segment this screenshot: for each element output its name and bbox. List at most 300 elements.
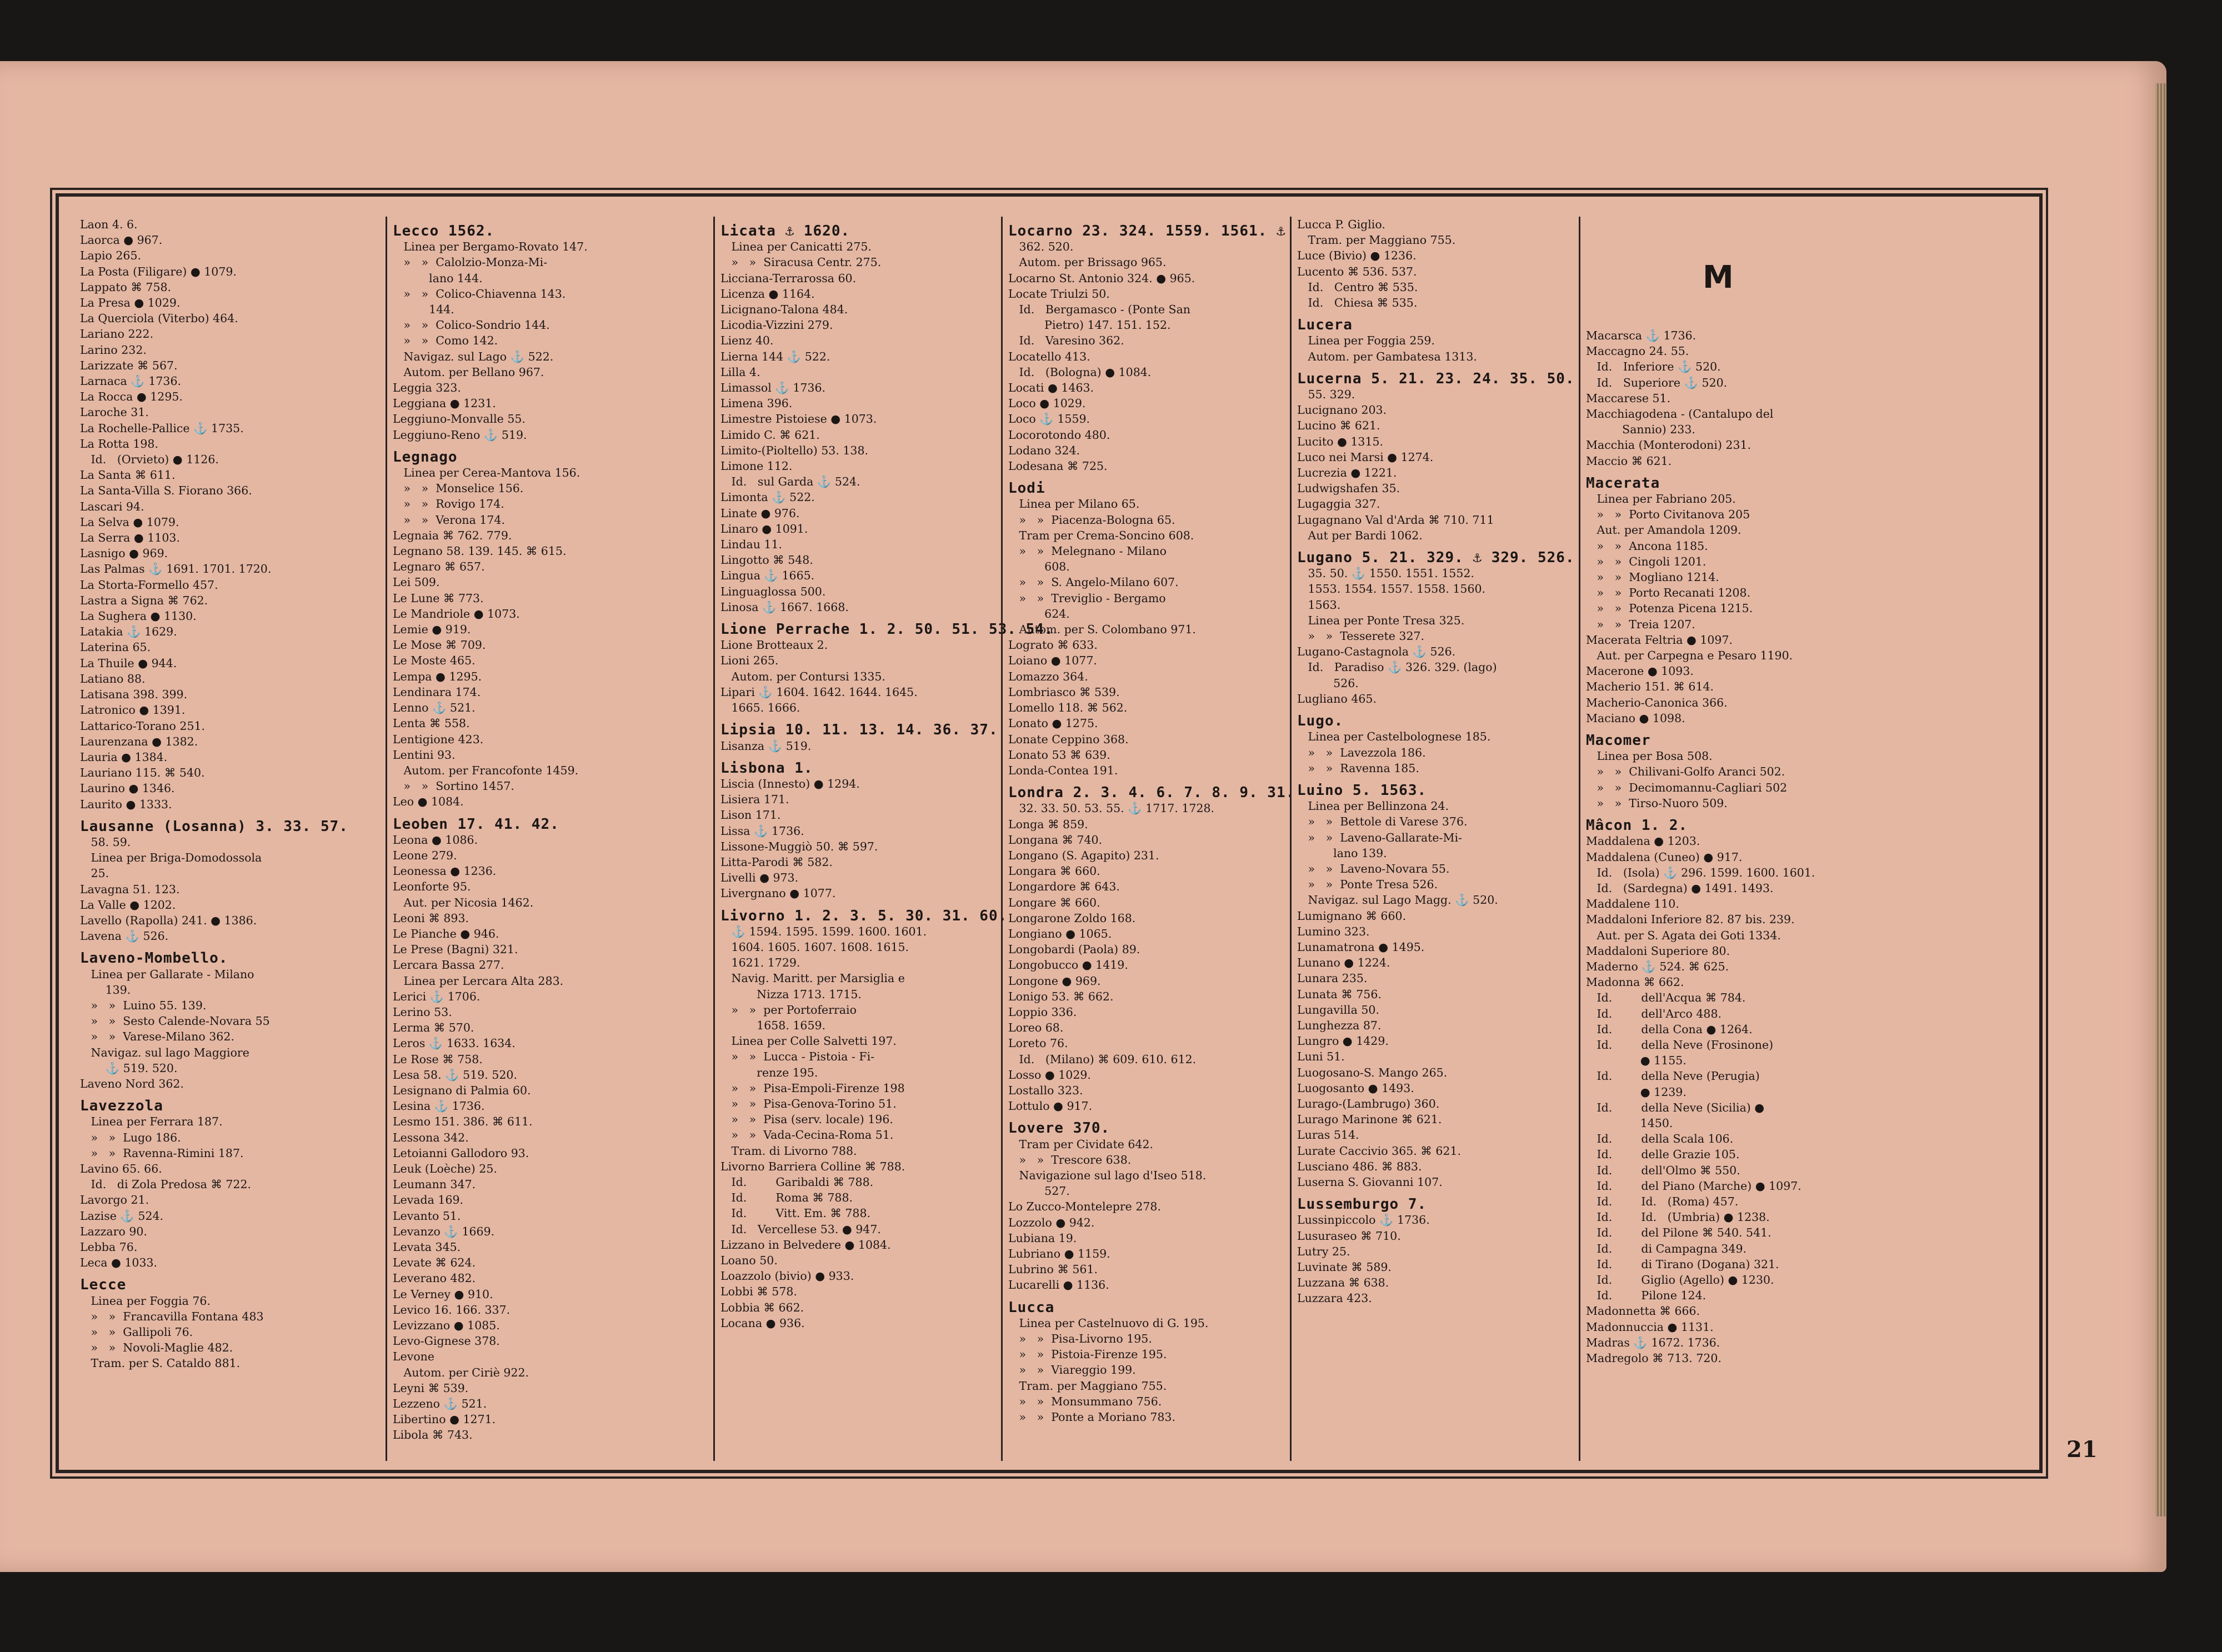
- index-entry: Lucignano 203.: [1297, 403, 1387, 417]
- index-entry: Limido C. ⌘ 621.: [720, 428, 820, 442]
- index-entry: Le Moste 465.: [393, 654, 476, 668]
- index-entry: Leone 279.: [393, 848, 457, 862]
- index-heading: Laveno-Mombello.: [80, 950, 228, 967]
- index-entry: Lavena ⚓ 526.: [80, 929, 169, 943]
- index-entry: Lavello (Rapolla) 241. ● 1386.: [80, 913, 257, 927]
- index-entry: Aut. per Nicosia 1462.: [393, 895, 534, 909]
- index-heading: Lovere 370.: [1008, 1120, 1110, 1137]
- index-entry: Lonigo 53. ⌘ 662.: [1008, 989, 1114, 1003]
- index-entry: Lunata ⌘ 756.: [1297, 987, 1382, 1001]
- index-entry: Limassol ⚓ 1736.: [720, 381, 826, 395]
- index-entry: Lozzolo ● 942.: [1008, 1215, 1095, 1229]
- index-entry: Lerma ⌘ 570.: [393, 1021, 474, 1035]
- index-entry: Lurago-(Lambrugo) 360.: [1297, 1097, 1440, 1110]
- index-entry: Lumino 323.: [1297, 924, 1370, 938]
- index-entry: Lapio 265.: [80, 249, 142, 263]
- index-entry: » » Siracusa Centr. 275.: [720, 256, 882, 269]
- index-entry: Linea per Cerea-Mantova 156.: [393, 466, 580, 480]
- index-heading: Lucerna 5. 21. 23. 24. 35. 50.: [1297, 370, 1575, 387]
- index-entry: » » Treia 1207.: [1586, 617, 1695, 631]
- index-entry: Tram. per S. Cataldo 881.: [80, 1356, 241, 1370]
- index-entry: Pietro) 147. 151. 152.: [1008, 318, 1171, 332]
- index-entry: Lubriano ● 1159.: [1008, 1247, 1110, 1260]
- index-entry: » » Pisa-Empoli-Firenze 198: [720, 1081, 905, 1095]
- index-entry: Lentini 93.: [393, 748, 456, 762]
- index-entry: » » Ancona 1185.: [1586, 539, 1708, 553]
- index-entry: Locorotondo 480.: [1008, 428, 1110, 442]
- index-entry: Lusciano 486. ⌘ 883.: [1297, 1159, 1422, 1173]
- index-entry: Latisana 398. 399.: [80, 688, 188, 702]
- column-5: [1290, 217, 1580, 1461]
- index-entry: Lumignano ⌘ 660.: [1297, 909, 1407, 923]
- index-entry: 526.: [1297, 676, 1359, 690]
- index-entry: 362. 520.: [1008, 240, 1074, 254]
- index-entry: Luvinate ⌘ 589.: [1297, 1260, 1392, 1274]
- index-entry: Livelli ● 973.: [720, 871, 799, 885]
- index-entry: Lungro ● 1429.: [1297, 1034, 1389, 1048]
- index-entry: Longara ⌘ 660.: [1008, 864, 1100, 878]
- index-entry: Livorno Barriera Colline ⌘ 788.: [720, 1159, 905, 1173]
- index-entry: renze 195.: [720, 1065, 818, 1079]
- index-entry: Macchiagodena - (Cantalupo del: [1586, 407, 1774, 421]
- index-entry: Maciano ● 1098.: [1586, 711, 1685, 725]
- index-entry: La Thuile ● 944.: [80, 656, 177, 670]
- index-entry: Id. (Milano) ⌘ 609. 610. 612.: [1008, 1052, 1197, 1066]
- index-entry: Lastra a Signa ⌘ 762.: [80, 593, 208, 607]
- index-entry: lano 144.: [393, 271, 483, 285]
- index-entry: Lobbia ⌘ 662.: [720, 1300, 804, 1314]
- index-entry: 624.: [1008, 607, 1070, 620]
- index-entry: » » Treviglio - Bergamo: [1008, 591, 1166, 605]
- index-entry: 58. 59.: [80, 835, 131, 849]
- index-entry: Londa-Contea 191.: [1008, 763, 1118, 777]
- index-entry: Limestre Pistoiese ● 1073.: [720, 412, 877, 426]
- index-entry: 527.: [1008, 1184, 1070, 1198]
- index-entry: Lucento ⌘ 536. 537.: [1297, 264, 1417, 278]
- index-entry: Laroche 31.: [80, 406, 149, 419]
- column-2: [386, 217, 715, 1461]
- index-entry: Luco nei Marsi ● 1274.: [1297, 450, 1434, 464]
- index-entry: » » Colico-Chiavenna 143.: [393, 287, 566, 301]
- index-entry: Levico 16. 166. 337.: [393, 1303, 511, 1316]
- index-entry: Id. (Sardegna) ● 1491. 1493.: [1586, 881, 1774, 895]
- index-entry: Linaro ● 1091.: [720, 522, 808, 535]
- index-entry: » » Melegnano - Milano: [1008, 544, 1167, 558]
- index-entry: Lavino 65. 66.: [80, 1162, 162, 1175]
- index-entry: Laurino ● 1346.: [80, 782, 175, 795]
- index-entry: » » Lucca - Pistoia - Fi-: [720, 1050, 875, 1064]
- index-entry: Lariano 222.: [80, 327, 154, 341]
- index-entry: Id. Varesino 362.: [1008, 334, 1124, 348]
- index-entry: » » Laveno-Gallarate-Mi-: [1297, 830, 1462, 844]
- index-entry: Larino 232.: [80, 343, 147, 357]
- index-entry: » » S. Angelo-Milano 607.: [1008, 575, 1179, 589]
- index-entry: Id. della Scala 106.: [1586, 1132, 1734, 1146]
- index-entry: Linea per Lercara Alta 283.: [393, 974, 564, 988]
- index-entry: Luogosano-S. Mango 265.: [1297, 1065, 1448, 1079]
- column-6: [1579, 217, 1886, 1461]
- index-entry: » » Como 142.: [393, 334, 498, 348]
- index-heading: Lugo.: [1297, 713, 1344, 730]
- index-entry: Linea per Foggia 259.: [1297, 334, 1435, 348]
- index-entry: » » Trescore 638.: [1008, 1153, 1132, 1167]
- index-entry: Lascari 94.: [80, 499, 144, 513]
- index-entry: » » Tirso-Nuoro 509.: [1586, 796, 1728, 810]
- index-entry: Laurenzana ● 1382.: [80, 734, 198, 748]
- index-entry: Nizza 1713. 1715.: [720, 987, 862, 1001]
- index-entry: ⚓ 519. 520.: [80, 1061, 178, 1075]
- index-entry: Id. dell'Acqua ⌘ 784.: [1586, 991, 1746, 1005]
- index-entry: Autom. per S. Colombano 971.: [1008, 623, 1196, 637]
- index-entry: Letoianni Gallodoro 93.: [393, 1146, 529, 1160]
- index-entry: 608.: [1008, 560, 1070, 574]
- index-entry: La Rochelle-Pallice ⚓ 1735.: [80, 421, 244, 435]
- page-edges: [2155, 83, 2166, 1516]
- index-entry: Libola ⌘ 743.: [393, 1428, 473, 1442]
- index-heading: Lavezzola: [80, 1098, 163, 1115]
- index-entry: Lunara 235.: [1297, 972, 1368, 985]
- index-entry: Navigaz. sul Lago Magg. ⚓ 520.: [1297, 893, 1498, 907]
- index-entry: Luzzana ⌘ 638.: [1297, 1276, 1389, 1290]
- index-entry: Lasnigo ● 969.: [80, 547, 168, 560]
- index-entry: 139.: [80, 983, 131, 997]
- index-entry: » » Mogliano 1214.: [1586, 570, 1719, 584]
- index-entry: Lienz 40.: [720, 334, 774, 348]
- index-entry: Lodesana ⌘ 725.: [1008, 459, 1108, 473]
- index-entry: Lempa ● 1295.: [393, 669, 482, 683]
- index-entry: Madras ⚓ 1672. 1736.: [1586, 1335, 1720, 1349]
- index-entry: Leuk (Loèche) 25.: [393, 1162, 497, 1175]
- index-entry: Id. della Cona ● 1264.: [1586, 1022, 1753, 1036]
- index-entry: Lucito ● 1315.: [1297, 434, 1384, 448]
- index-entry: Id. Inferiore ⚓ 520.: [1586, 360, 1721, 374]
- index-entry: Licodia-Vizzini 279.: [720, 318, 833, 332]
- index-entry: » » Colico-Sondrio 144.: [393, 318, 550, 332]
- index-entry: » » Pisa-Livorno 195.: [1008, 1332, 1152, 1346]
- index-entry: » » Verona 174.: [393, 513, 505, 527]
- index-entry: Maccagno 24. 55.: [1586, 344, 1689, 358]
- index-entry: Maddalene 110.: [1586, 897, 1679, 911]
- index-entry: Linea per Gallarate - Milano: [80, 967, 254, 981]
- index-entry: Linguaglossa 500.: [720, 584, 826, 598]
- index-entry: Madonna ⌘ 662.: [1586, 975, 1684, 989]
- index-entry: Lungavilla 50.: [1297, 1003, 1379, 1017]
- index-entry: Aut. per Carpegna e Pesaro 1190.: [1586, 649, 1793, 663]
- index-entry: Lesina ⚓ 1736.: [393, 1099, 485, 1113]
- index-entry: Leverano 482.: [393, 1271, 476, 1285]
- index-entry: Id. di Campagna 349.: [1586, 1241, 1747, 1255]
- index-entry: Leggiuno-Monvalle 55.: [393, 412, 526, 426]
- index-entry: Id. Roma ⌘ 788.: [720, 1191, 853, 1205]
- index-entry: Id. di Zola Predosa ⌘ 722.: [80, 1178, 252, 1192]
- index-entry: Id. dell'Arco 488.: [1586, 1007, 1722, 1020]
- index-entry: » » per Portoferraio: [720, 1003, 857, 1017]
- index-entry: Lurate Caccivio 365. ⌘ 621.: [1297, 1144, 1461, 1158]
- index-entry: Leonessa ● 1236.: [393, 864, 497, 878]
- index-entry: Id. dell'Olmo ⌘ 550.: [1586, 1163, 1740, 1177]
- index-entry: Locati ● 1463.: [1008, 381, 1094, 395]
- index-entry: Locana ● 936.: [720, 1316, 805, 1330]
- index-entry: » » Viareggio 199.: [1008, 1363, 1136, 1377]
- index-entry: Lei 509.: [393, 575, 440, 589]
- index-entry: » » Sortino 1457.: [393, 779, 514, 793]
- index-entry: Leggia 323.: [393, 381, 461, 395]
- index-entry: Lucrezia ● 1221.: [1297, 466, 1397, 480]
- index-entry: 35. 50. ⚓ 1550. 1551. 1552.: [1297, 567, 1474, 580]
- index-entry: Loreto 76.: [1008, 1037, 1068, 1050]
- index-entry: » » Potenza Picena 1215.: [1586, 602, 1753, 615]
- index-entry: Locarno St. Antonio 324. ● 965.: [1008, 271, 1195, 285]
- index-heading: Macomer: [1586, 732, 1651, 749]
- index-entry: Lauria ● 1384.: [80, 750, 168, 764]
- index-entry: Id. della Neve (Sicilia) ●: [1586, 1100, 1765, 1114]
- index-entry: Limone 112.: [720, 459, 793, 473]
- index-entry: Autom. per Gambatesa 1313.: [1297, 349, 1477, 363]
- index-entry: Lonato ● 1275.: [1008, 717, 1098, 730]
- index-entry: Lostallo 323.: [1008, 1083, 1083, 1097]
- index-entry: Lione Brotteaux 2.: [720, 638, 828, 652]
- index-entry: » » Novoli-Maglie 482.: [80, 1341, 233, 1355]
- index-entry: Lograto ⌘ 633.: [1008, 638, 1098, 652]
- index-entry: 1450.: [1586, 1116, 1673, 1130]
- index-entry: » » Porto Civitanova 205: [1586, 508, 1750, 522]
- index-entry: Linea per Milano 65.: [1008, 497, 1140, 511]
- index-entry: Navigaz. sul Lago ⚓ 522.: [393, 349, 554, 363]
- index-entry: Livergnano ● 1077.: [720, 887, 836, 900]
- index-entry: » » Gallipoli 76.: [80, 1325, 193, 1339]
- section-letter: M: [1703, 259, 1734, 296]
- index-heading: Leoben 17. 41. 42.: [393, 815, 559, 833]
- index-heading: Lugano 5. 21. 329. ⚓ 329. 526.: [1297, 549, 1575, 567]
- index-entry: Longobucco ● 1419.: [1008, 958, 1128, 972]
- index-entry: Lunghezza 87.: [1297, 1018, 1382, 1032]
- index-entry: Le Pianche ● 946.: [393, 927, 499, 940]
- index-entry: Id. Paradiso ⚓ 326. 329. (lago): [1297, 660, 1497, 674]
- index-entry: Linea per Foggia 76.: [80, 1294, 211, 1308]
- index-entry: » » Monselice 156.: [393, 482, 524, 495]
- index-table: [56, 193, 2043, 1473]
- index-entry: Madonnetta ⌘ 666.: [1586, 1304, 1700, 1318]
- index-entry: Lemie ● 919.: [393, 623, 471, 637]
- index-heading: Luino 5. 1563.: [1297, 782, 1427, 799]
- index-entry: Linea per Colle Salvetti 197.: [720, 1034, 897, 1048]
- index-entry: Linea per Fabriano 205.: [1586, 492, 1736, 506]
- index-entry: Id. (Bologna) ● 1084.: [1008, 365, 1152, 379]
- index-entry: Maccarese 51.: [1586, 391, 1671, 405]
- index-entry: Ludwigshafen 35.: [1297, 482, 1400, 495]
- index-entry: 32. 33. 50. 53. 55. ⚓ 1717. 1728.: [1008, 802, 1215, 815]
- index-entry: Id. Bergamasco - (Ponte San: [1008, 303, 1190, 317]
- index-entry: Levada 169.: [393, 1193, 464, 1207]
- index-heading: Lucca: [1008, 1299, 1055, 1316]
- index-entry: Loco ● 1029.: [1008, 397, 1086, 411]
- index-entry: La Santa ⌘ 611.: [80, 468, 176, 482]
- index-entry: Lingua ⚓ 1665.: [720, 569, 815, 583]
- index-entry: Id. Id. (Roma) 457.: [1586, 1194, 1739, 1208]
- index-entry: Lusuraseo ⌘ 710.: [1297, 1229, 1401, 1243]
- index-heading: Licata ⚓ 1620.: [720, 223, 850, 239]
- index-entry: Locatello 413.: [1008, 349, 1090, 363]
- index-entry: Loco ⚓ 1559.: [1008, 412, 1090, 426]
- index-entry: Id. del Piano (Marche) ● 1097.: [1586, 1179, 1801, 1193]
- index-entry: Luras 514.: [1297, 1128, 1359, 1142]
- index-entry: Lenta ⌘ 558.: [393, 717, 470, 730]
- index-entry: Locate Triulzi 50.: [1008, 287, 1110, 301]
- index-entry: La Valle ● 1202.: [80, 898, 176, 912]
- index-entry: » » Bettole di Varese 376.: [1297, 815, 1468, 829]
- index-entry: Legnano 58. 139. 145. ⌘ 615.: [393, 544, 567, 558]
- index-entry: » » Tesserete 327.: [1297, 629, 1425, 643]
- index-entry: Luserna S. Giovanni 107.: [1297, 1175, 1443, 1189]
- index-entry: Laurito ● 1333.: [80, 797, 172, 811]
- index-entry: Lioni 265.: [720, 654, 779, 668]
- index-entry: Lentigione 423.: [393, 732, 484, 746]
- index-entry: Id. (Orvieto) ● 1126.: [80, 453, 219, 467]
- index-entry: » » Ravenna 185.: [1297, 761, 1419, 775]
- index-entry: Longarone Zoldo 168.: [1008, 911, 1136, 925]
- index-entry: Aut. per Amandola 1209.: [1586, 523, 1741, 537]
- index-entry: Le Verney ● 910.: [393, 1287, 493, 1301]
- index-entry: ● 1155.: [1586, 1054, 1686, 1068]
- index-entry: Lessona 342.: [393, 1130, 469, 1144]
- index-entry: Tram. di Livorno 788.: [720, 1144, 857, 1158]
- index-entry: Id. della Neve (Perugia): [1586, 1069, 1760, 1083]
- index-entry: Limito-(Pioltello) 53. 138.: [720, 443, 869, 457]
- index-entry: Longare ⌘ 660.: [1008, 895, 1100, 909]
- index-entry: Laterina 65.: [80, 640, 151, 654]
- index-entry: » » Monsummano 756.: [1008, 1394, 1162, 1408]
- index-entry: Tram per Crema-Soncino 608.: [1008, 528, 1194, 542]
- index-heading: Lecco 1562.: [393, 223, 495, 239]
- index-entry: Lombriasco ⌘ 539.: [1008, 685, 1120, 699]
- index-entry: Licciana-Terrarossa 60.: [720, 271, 857, 285]
- index-entry: Id. Centro ⌘ 535.: [1297, 280, 1418, 294]
- index-entry: » » Francavilla Fontana 483: [80, 1309, 264, 1323]
- index-entry: Lucino ⌘ 621.: [1297, 419, 1380, 433]
- index-entry: La Sughera ● 1130.: [80, 609, 197, 623]
- index-entry: Aut. per S. Agata dei Goti 1334.: [1586, 928, 1781, 942]
- index-entry: Maderno ⚓ 524. ⌘ 625.: [1586, 959, 1729, 973]
- index-entry: » » Decimomannu-Cagliari 502: [1586, 780, 1788, 794]
- index-entry: Autom. per Brissago 965.: [1008, 256, 1167, 269]
- index-entry: Laon 4. 6.: [80, 218, 138, 231]
- index-entry: Lonato 53 ⌘ 639.: [1008, 748, 1110, 762]
- index-entry: Levizzano ● 1085.: [393, 1319, 500, 1333]
- index-entry: Lonate Ceppino 368.: [1008, 732, 1129, 746]
- index-entry: » » Pisa-Genova-Torino 51.: [720, 1097, 897, 1110]
- index-entry: Lubiana 19.: [1008, 1231, 1077, 1245]
- index-entry: Linea per Ferrara 187.: [80, 1115, 223, 1129]
- index-entry: Navigaz. sul lago Maggiore: [80, 1045, 249, 1059]
- index-entry: Lucarelli ● 1136.: [1008, 1278, 1109, 1292]
- index-entry: Levanzo ⚓ 1669.: [393, 1224, 495, 1238]
- index-entry: La Santa-Villa S. Fiorano 366.: [80, 484, 252, 498]
- index-entry: Lenno ⚓ 521.: [393, 701, 476, 715]
- index-entry: Navig. Maritt. per Marsiglia e: [720, 972, 905, 985]
- index-entry: Larnaca ⚓ 1736.: [80, 374, 182, 388]
- index-entry: Lubrino ⌘ 561.: [1008, 1263, 1098, 1276]
- index-entry: Lison 171.: [720, 808, 781, 822]
- index-entry: Lunano ● 1224.: [1297, 956, 1390, 970]
- index-entry: Larizzate ⌘ 567.: [80, 358, 178, 372]
- index-entry: Lierna 144 ⚓ 522.: [720, 349, 830, 363]
- index-entry: Lomazzo 364.: [1008, 669, 1088, 683]
- index-entry: Madregolo ⌘ 713. 720.: [1586, 1351, 1721, 1365]
- index-heading: Livorno 1. 2. 3. 5. 30. 31. 60.: [720, 907, 1008, 924]
- index-entry: Lercara Bassa 277.: [393, 958, 504, 972]
- index-entry: Macchia (Monterodoni) 231.: [1586, 438, 1751, 452]
- index-entry: Legnaro ⌘ 657.: [393, 560, 485, 574]
- index-entry: La Serra ● 1103.: [80, 531, 180, 545]
- index-entry: Le Lune ⌘ 773.: [393, 591, 484, 605]
- index-heading: Mâcon 1. 2.: [1586, 817, 1688, 834]
- index-entry: Linea per Castelnuovo di G. 195.: [1008, 1316, 1209, 1330]
- index-heading: Londra 2. 3. 4. 6. 7. 8. 9. 31.: [1008, 784, 1295, 802]
- index-entry: Lavorgo 21.: [80, 1193, 149, 1207]
- index-entry: Leggiana ● 1231.: [393, 397, 496, 411]
- index-entry: Levate ⌘ 624.: [393, 1256, 476, 1270]
- index-entry: Id. Vitt. Em. ⌘ 788.: [720, 1207, 871, 1220]
- index-heading: Lausanne (Losanna) 3. 33. 57.: [80, 818, 348, 835]
- index-entry: Id. Vercellese 53. ● 947.: [720, 1222, 881, 1236]
- index-entry: Loazzolo (bivio) ● 933.: [720, 1269, 854, 1283]
- index-entry: Le Prese (Bagni) 321.: [393, 943, 518, 957]
- index-entry: Id. Id. (Umbria) ● 1238.: [1586, 1210, 1770, 1224]
- index-entry: » » Piacenza-Bologna 65.: [1008, 513, 1175, 527]
- index-entry: 1665. 1666.: [720, 701, 800, 715]
- index-heading: Locarno 23. 324. 1559. 1561. ⚓: [1008, 223, 1286, 239]
- index-entry: Loppio 336.: [1008, 1005, 1077, 1019]
- index-entry: Lesmo 151. 386. ⌘ 611.: [393, 1115, 533, 1129]
- index-entry: Id. sul Garda ⚓ 524.: [720, 475, 860, 489]
- index-entry: Madonnuccia ● 1131.: [1586, 1320, 1714, 1334]
- index-entry: 1604. 1605. 1607. 1608. 1615.: [720, 940, 909, 954]
- index-entry: Longiano ● 1065.: [1008, 927, 1112, 940]
- index-entry: Id. Garibaldi ⌘ 788.: [720, 1175, 874, 1189]
- index-entry: Id. Chiesa ⌘ 535.: [1297, 296, 1418, 310]
- index-entry: 1658. 1659.: [720, 1018, 826, 1032]
- index-entry: Longone ● 969.: [1008, 974, 1101, 988]
- index-entry: Loano 50.: [720, 1254, 778, 1267]
- index-entry: Lissa ⚓ 1736.: [720, 824, 804, 838]
- index-entry: Lappato ⌘ 758.: [80, 280, 172, 294]
- index-entry: Sannio) 233.: [1586, 423, 1695, 437]
- index-entry: Lugaggia 327.: [1297, 497, 1380, 511]
- index-entry: La Presa ● 1029.: [80, 296, 181, 310]
- index-entry: Luce (Bivio) ● 1236.: [1297, 249, 1417, 263]
- index-entry: » » Ponte a Moriano 783.: [1008, 1410, 1175, 1424]
- index-entry: Le Rose ⌘ 758.: [393, 1052, 483, 1066]
- index-entry: Id. Giglio (Agello) ● 1230.: [1586, 1273, 1774, 1286]
- index-entry: Autom. per Ciriè 922.: [393, 1365, 529, 1379]
- index-entry: Autom. per Contursi 1335.: [720, 669, 885, 683]
- index-entry: Laveno Nord 362.: [80, 1077, 184, 1090]
- index-entry: Linosa ⚓ 1667. 1668.: [720, 600, 849, 614]
- index-entry: Lisanza ⚓ 519.: [720, 739, 812, 753]
- index-entry: Navigazione sul lago d'Iseo 518.: [1008, 1168, 1207, 1182]
- index-entry: Leo ● 1084.: [393, 795, 464, 809]
- index-entry: Maddalena ● 1203.: [1586, 834, 1700, 848]
- index-entry: » » Pistoia-Firenze 195.: [1008, 1348, 1167, 1361]
- index-entry: 144.: [393, 303, 454, 317]
- index-entry: La Posta (Filigare) ● 1079.: [80, 264, 237, 278]
- index-entry: Linea per Briga-Domodossola: [80, 851, 262, 865]
- index-entry: Levata 345.: [393, 1240, 461, 1254]
- index-entry: Id. Pilone 124.: [1586, 1289, 1706, 1303]
- index-entry: » » Chilivani-Golfo Aranci 502.: [1586, 765, 1785, 779]
- index-entry: Maddaloni Inferiore 82. 87 bis. 239.: [1586, 913, 1795, 927]
- index-heading: Macerata: [1586, 474, 1660, 492]
